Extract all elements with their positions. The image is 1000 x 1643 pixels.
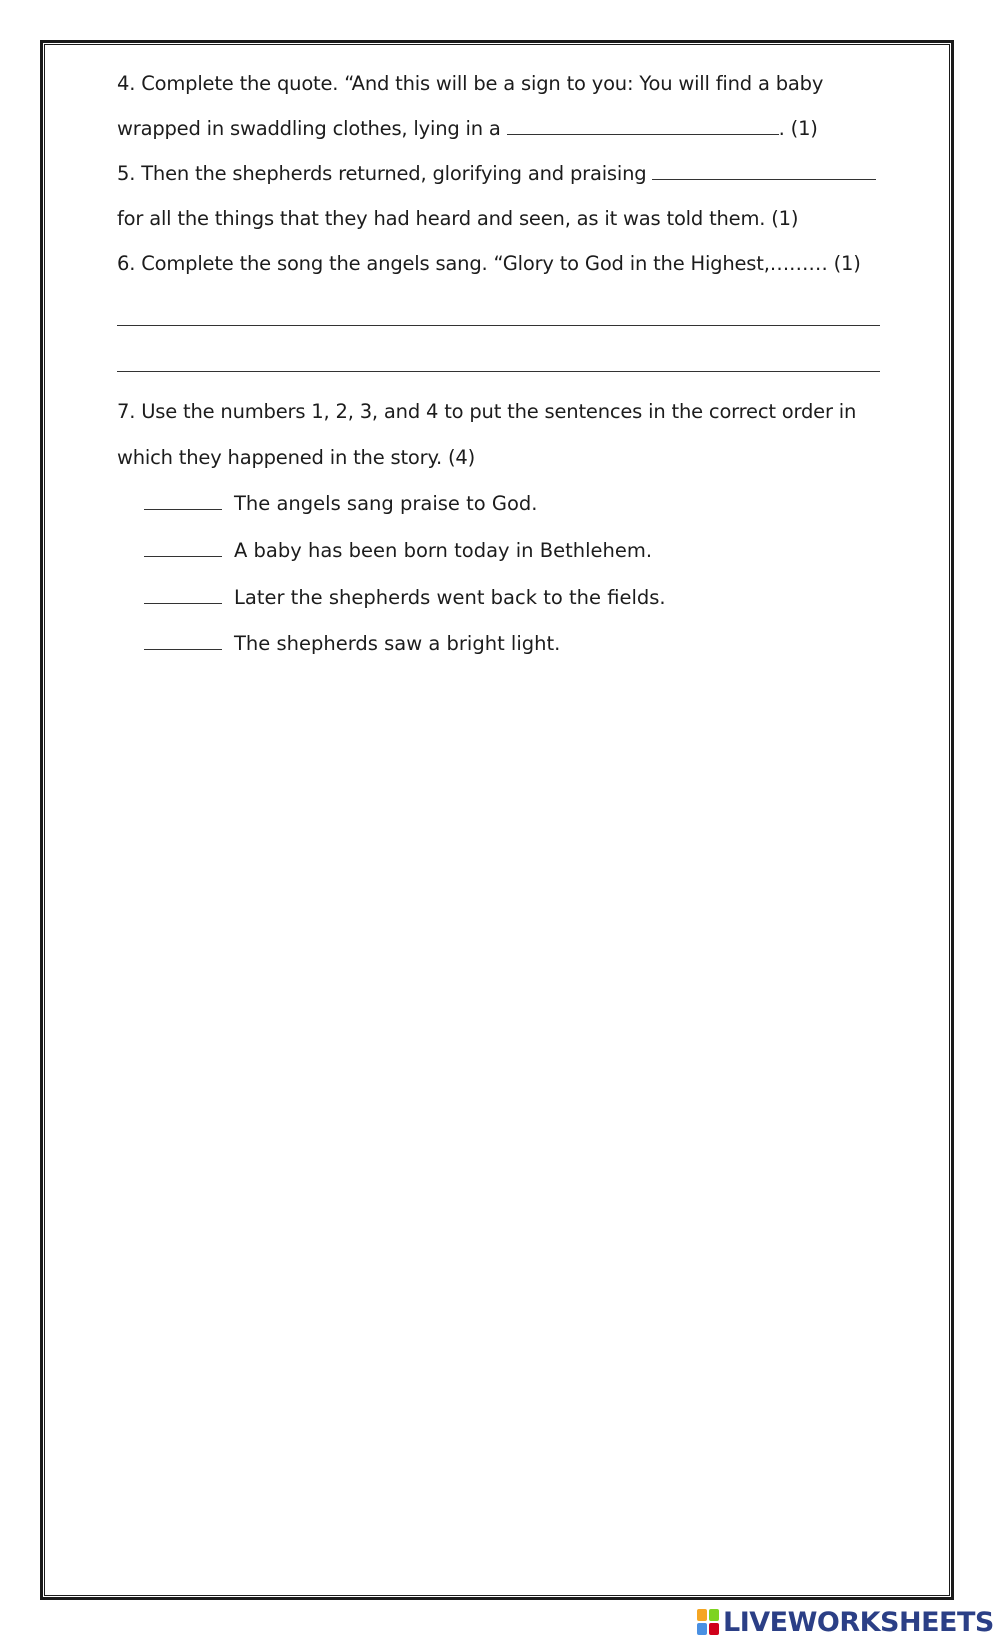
q4-line2	[117, 116, 818, 142]
q7-item-4	[144, 631, 560, 657]
q6-answer-line-2[interactable]	[117, 371, 880, 372]
logo-square-2	[709, 1609, 719, 1621]
logo-square-1	[697, 1609, 707, 1621]
q7-order-blank-2[interactable]	[144, 538, 222, 557]
logo-square-4	[709, 1623, 719, 1635]
q7-line2: which they happened in the story. (4)	[117, 446, 476, 469]
q5-answer-blank[interactable]	[652, 161, 876, 180]
q7-item-3-text: Later the shepherds went back to the fields.	[234, 586, 666, 609]
q7-line1: 7. Use the numbers 1, 2, 3, and 4 to put the sentences in the correct order in	[117, 400, 857, 423]
q4-line2-text: wrapped in swaddling clothes, lying in a	[117, 117, 501, 140]
q6-answer-line-1[interactable]	[117, 325, 880, 326]
q7-order-blank-4[interactable]	[144, 631, 222, 650]
liveworksheets-logo-text: LIVEWORKSHEETS	[723, 1606, 994, 1638]
q4-line1: 4. Complete the quote. “And this will be a sign to you: You will find a baby	[117, 72, 824, 95]
logo-square-3	[697, 1623, 707, 1635]
q5-line1-text: 5. Then the shepherds returned, glorifying and praising	[117, 162, 647, 185]
liveworksheets-logo	[697, 1605, 994, 1639]
q7-item-3	[144, 585, 666, 611]
q4-answer-blank[interactable]	[507, 116, 779, 135]
q7-item-4-text: The shepherds saw a bright light.	[234, 632, 561, 655]
q7-order-blank-1[interactable]	[144, 491, 222, 510]
q7-item-1-text: The angels sang praise to God.	[234, 492, 538, 515]
q5-line1	[117, 161, 876, 187]
q6-line1: 6. Complete the song the angels sang. “Glory to God in the Highest,……… (1)	[117, 252, 861, 275]
q7-item-1	[144, 491, 537, 517]
q7-order-blank-3[interactable]	[144, 585, 222, 604]
q5-line2: for all the things that they had heard and seen, as it was told them. (1)	[117, 207, 799, 230]
q4-points: . (1)	[778, 117, 818, 140]
q7-item-2-text: A baby has been born today in Bethlehem.	[234, 539, 653, 562]
q7-item-2	[144, 538, 652, 564]
liveworksheets-logo-icon	[697, 1609, 719, 1635]
